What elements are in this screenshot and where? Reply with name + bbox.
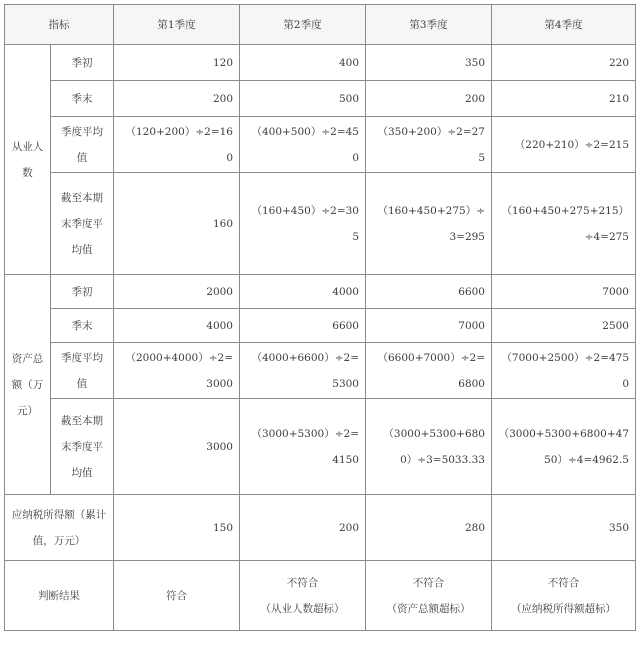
judgement-cell bbox=[366, 561, 492, 631]
table-row bbox=[5, 343, 636, 399]
cell: （7000+2500）÷2=4750 bbox=[492, 343, 636, 399]
cell: （3000+5300）÷2=4150 bbox=[240, 399, 366, 495]
cell: （4000+6600）÷2=5300 bbox=[240, 343, 366, 399]
cell: 2500 bbox=[492, 309, 636, 343]
table-row bbox=[5, 275, 636, 309]
table-row bbox=[5, 117, 636, 173]
cell: （350+200）÷2=275 bbox=[366, 117, 492, 173]
judgement-row bbox=[5, 561, 636, 631]
judgement-cell bbox=[114, 561, 240, 631]
cell: 350 bbox=[492, 495, 636, 561]
cell: 280 bbox=[366, 495, 492, 561]
cell: （220+210）÷2=215 bbox=[492, 117, 636, 173]
verdict-reason: （应纳税所得额超标） bbox=[511, 602, 616, 615]
judgement-cell bbox=[240, 561, 366, 631]
table-row bbox=[5, 45, 636, 81]
cell: 200 bbox=[114, 81, 240, 117]
header-q1: 第1季度 bbox=[114, 5, 240, 45]
verdict-text: 符合 bbox=[166, 589, 187, 602]
row-label: 季度平均值 bbox=[51, 343, 114, 399]
cell: （2000+4000）÷2=3000 bbox=[114, 343, 240, 399]
cell: 220 bbox=[492, 45, 636, 81]
row-label: 截至本期末季度平均值 bbox=[51, 399, 114, 495]
cell: （160+450）÷2=305 bbox=[240, 173, 366, 275]
judgement-label: 判断结果 bbox=[5, 561, 114, 631]
header-indicator: 指标 bbox=[5, 5, 114, 45]
cell: （3000+5300+6800）÷3=5033.33 bbox=[366, 399, 492, 495]
cell: （120+200）÷2=160 bbox=[114, 117, 240, 173]
verdict-text: 不符合 bbox=[286, 576, 319, 589]
table-row bbox=[5, 309, 636, 343]
cell: 7000 bbox=[492, 275, 636, 309]
header-row bbox=[5, 5, 636, 45]
table-row bbox=[5, 399, 636, 495]
cell: 6600 bbox=[366, 275, 492, 309]
qualification-table bbox=[4, 4, 636, 631]
judgement-cell bbox=[492, 561, 636, 631]
row-label: 季初 bbox=[51, 45, 114, 81]
cell: 4000 bbox=[240, 275, 366, 309]
cell: 2000 bbox=[114, 275, 240, 309]
cell: （6600+7000）÷2=6800 bbox=[366, 343, 492, 399]
cell: 150 bbox=[114, 495, 240, 561]
cell: 7000 bbox=[366, 309, 492, 343]
cell: 210 bbox=[492, 81, 636, 117]
table-row bbox=[5, 173, 636, 275]
cell: 400 bbox=[240, 45, 366, 81]
cell: 200 bbox=[240, 495, 366, 561]
row-label: 季初 bbox=[51, 275, 114, 309]
verdict-text: 不符合 bbox=[547, 576, 580, 589]
cell: 6600 bbox=[240, 309, 366, 343]
row-label: 季末 bbox=[51, 81, 114, 117]
cell: （400+500）÷2=450 bbox=[240, 117, 366, 173]
verdict-reason: （资产总额超标） bbox=[386, 602, 471, 615]
header-q2: 第2季度 bbox=[240, 5, 366, 45]
header-q4: 第4季度 bbox=[492, 5, 636, 45]
cell: （3000+5300+6800+4750）÷4=4962.5 bbox=[492, 399, 636, 495]
row-label: 季度平均值 bbox=[51, 117, 114, 173]
table-row bbox=[5, 81, 636, 117]
cell: （160+450+275）÷3=295 bbox=[366, 173, 492, 275]
cell: 160 bbox=[114, 173, 240, 275]
row-label: 截至本期末季度平均值 bbox=[51, 173, 114, 275]
cell: 3000 bbox=[114, 399, 240, 495]
verdict-text: 不符合 bbox=[412, 576, 445, 589]
row-label: 季末 bbox=[51, 309, 114, 343]
cell: 120 bbox=[114, 45, 240, 81]
verdict-reason: （从业人数超标） bbox=[260, 602, 345, 615]
cell: （160+450+275+215）÷4=275 bbox=[492, 173, 636, 275]
employees-group-label: 从业人数 bbox=[5, 45, 51, 275]
taxable-income-label: 应纳税所得额（累计值，万元） bbox=[5, 495, 114, 561]
table-row bbox=[5, 495, 636, 561]
assets-group-label: 资产总额（万元） bbox=[5, 275, 51, 495]
cell: 200 bbox=[366, 81, 492, 117]
cell: 500 bbox=[240, 81, 366, 117]
header-q3: 第3季度 bbox=[366, 5, 492, 45]
cell: 4000 bbox=[114, 309, 240, 343]
cell: 350 bbox=[366, 45, 492, 81]
